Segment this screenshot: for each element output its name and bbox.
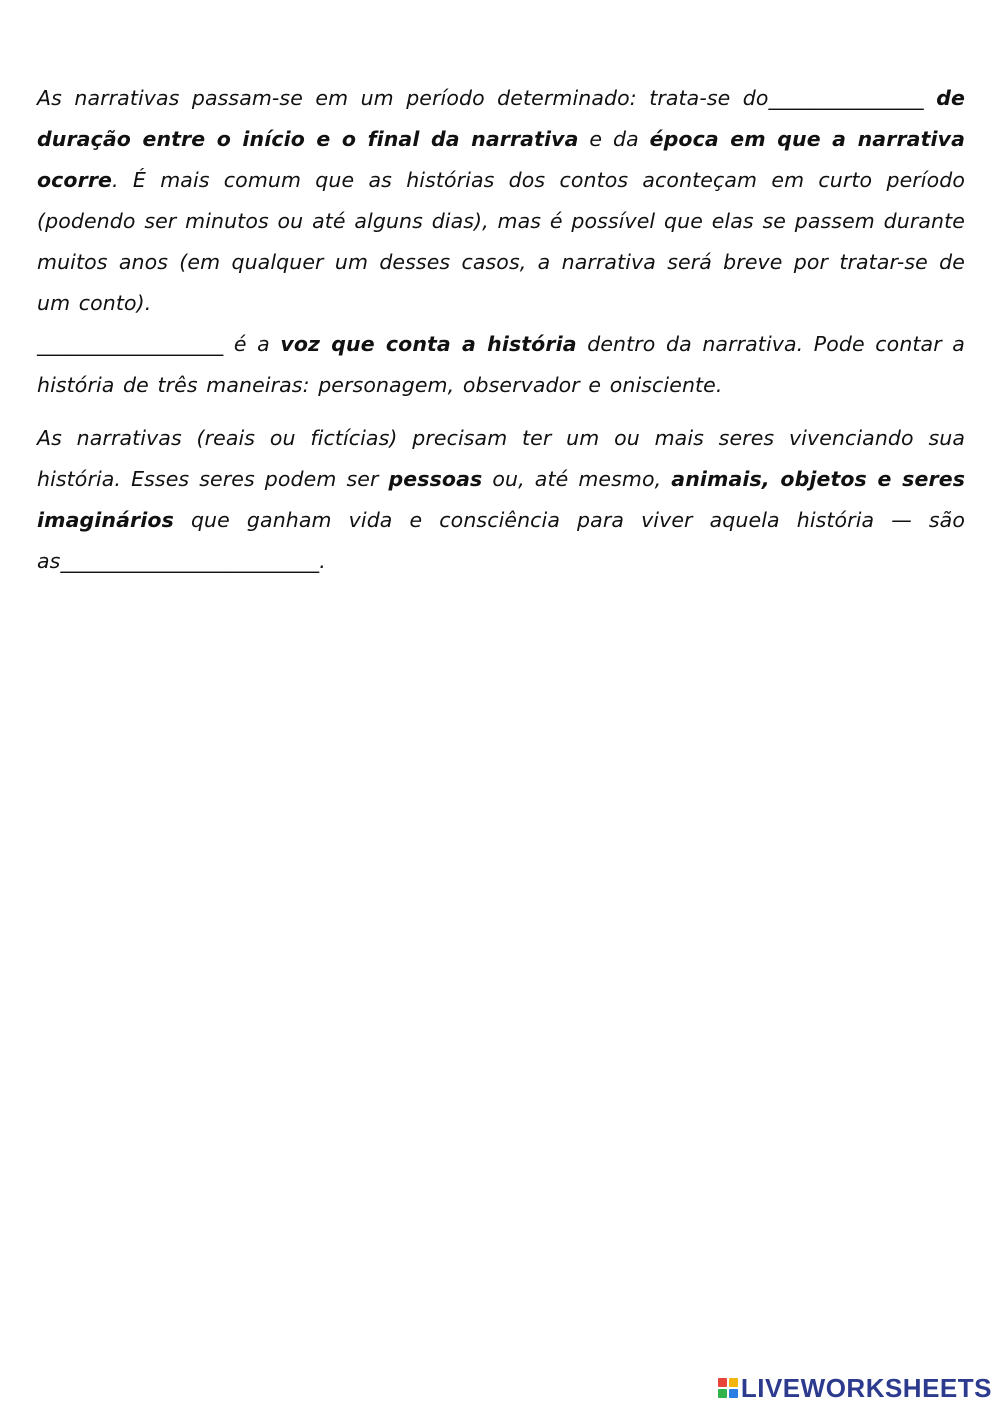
logo-square-yellow	[729, 1378, 738, 1387]
paragraph-time	[37, 78, 965, 324]
paragraph-narrator	[37, 324, 965, 406]
brand-squares-icon	[718, 1378, 738, 1398]
bold-phrase: voz que conta a história	[280, 332, 577, 356]
text-segment: ou, até mesmo,	[492, 467, 662, 491]
logo-square-red	[718, 1378, 727, 1387]
answer-blank[interactable]: __________________	[37, 332, 224, 356]
text-segment: As narrativas passam-se em um período determinado: trata-se do	[37, 86, 769, 110]
text-segment: . É mais comum que as histórias dos contos aconteçam em curto período (podendo ser minutos ou até alguns dias), mas é possível que elas se passem durante muitos anos (em qualquer um desses casos, a narrativa será breve por tratar-se de um conto).	[37, 168, 965, 315]
text-segment: que ganham vida e consciência para viver aquela história — são as	[37, 508, 965, 573]
bold-phrase: pessoas	[388, 467, 483, 491]
answer-blank[interactable]: _________________________	[60, 549, 320, 573]
answer-blank[interactable]: _______________	[768, 86, 924, 110]
text-segment: e da	[589, 127, 639, 151]
text-segment: As narrativas (reais ou fictícias) precisam ter um ou mais seres vivenciando sua história. Esses seres podem ser	[37, 426, 965, 491]
worksheet-text	[37, 78, 965, 582]
bold-phrase: animais, objetos e seres imaginários	[37, 467, 965, 532]
text-segment: dentro da narrativa. Pode contar a história de três maneiras: personagem, observador e onisciente.	[37, 332, 965, 397]
logo-square-blue	[729, 1389, 738, 1398]
text-segment: .	[319, 549, 326, 573]
logo-square-green	[718, 1389, 727, 1398]
brand-text: LIVEWORKSHEETS	[740, 1372, 992, 1403]
paragraph-characters	[37, 418, 965, 582]
bold-phrase: época em que a narrativa ocorre	[37, 127, 966, 192]
liveworksheets-logo	[718, 1373, 992, 1403]
bold-phrase: de duração entre o início e o final da narrativa	[37, 86, 966, 151]
text-segment: é a	[233, 332, 270, 356]
